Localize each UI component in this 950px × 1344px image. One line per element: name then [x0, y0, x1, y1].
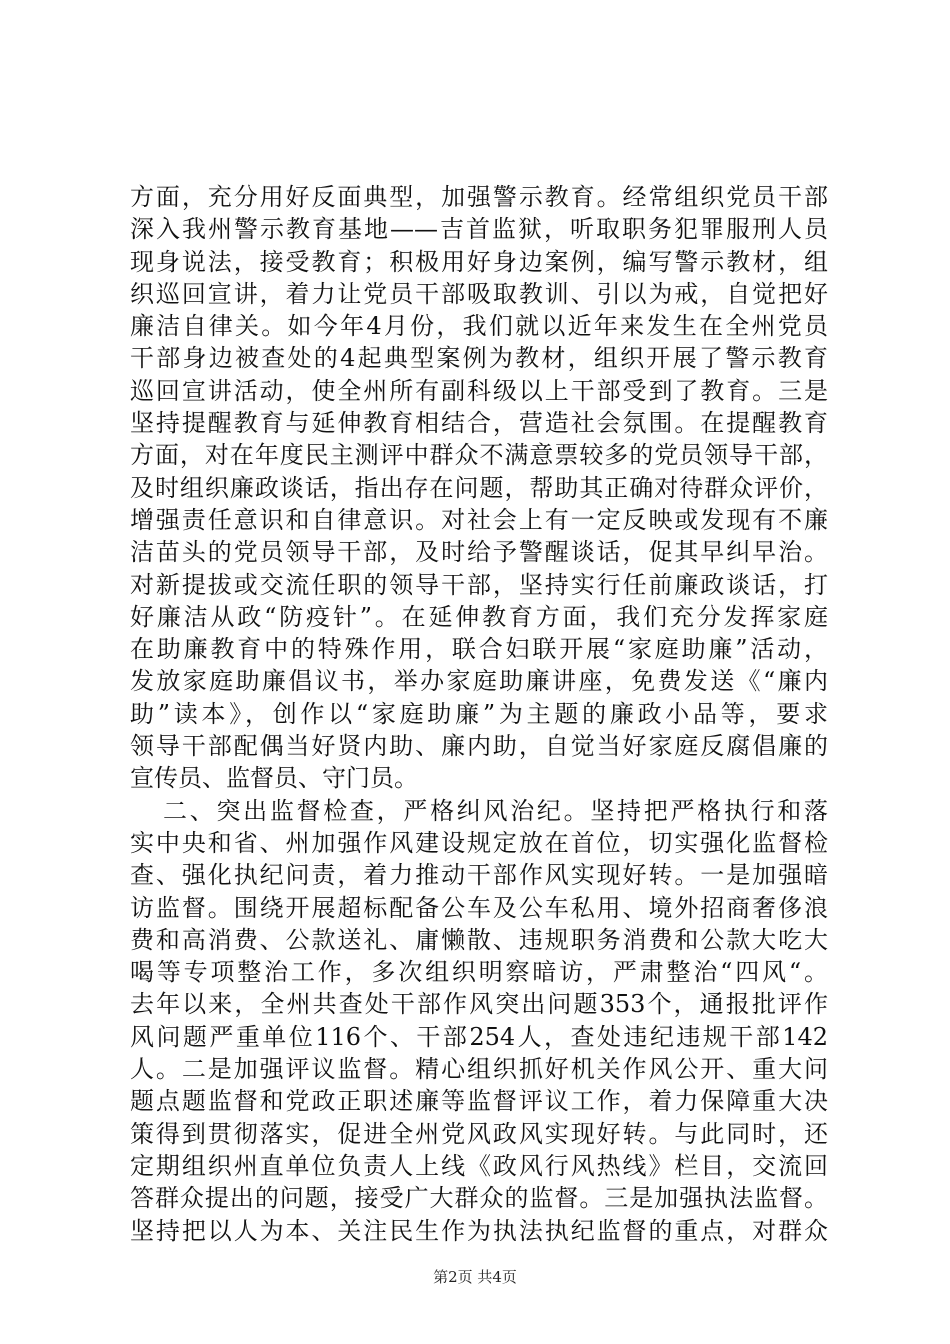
page-number: 第2页 共4页	[433, 1268, 517, 1286]
text-line: 干部身边被查处的4起典型案例为教材，组织开展了警示教育	[130, 344, 828, 373]
text-line: 宣传员、监督员、守门员。	[130, 764, 418, 793]
text-line: 发放家庭助廉倡议书，举办家庭助廉讲座，免费发送《“廉内	[130, 667, 828, 696]
text-line: 喝等专项整治工作，多次组织明察暗访，严肃整治“四风“。	[130, 958, 828, 987]
text-line: 深入我州警示教育基地——吉首监狱，听取职务犯罪服刑人员	[130, 215, 828, 244]
text-line: 人。二是加强评议监督。精心组织抓好机关作风公开、重大问	[130, 1055, 828, 1084]
text-line: 现身说法，接受教育；积极用好身边案例，编写警示教材，组	[130, 247, 828, 276]
text-line: 洁苗头的党员领导干部，及时给予警醒谈话，促其早纠早治。	[130, 538, 828, 567]
text-line: 对新提拔或交流任职的领导干部，坚持实行任前廉政谈话，打	[130, 570, 828, 599]
text-line: 查、强化执纪问责，着力推动干部作风实现好转。一是加强暗	[130, 861, 828, 890]
text-line: 答群众提出的问题，接受广大群众的监督。三是加强执法监督。	[130, 1184, 828, 1213]
text-line: 领导干部配偶当好贤内助、廉内助，自觉当好家庭反腐倡廉的	[130, 732, 828, 761]
text-line: 及时组织廉政谈话，指出存在问题，帮助其正确对待群众评价，	[130, 473, 828, 502]
text-line: 去年以来，全州共查处干部作风突出问题353个，通报批评作	[130, 990, 828, 1019]
text-line: 题点题监督和党政正职述廉等监督评议工作，着力保障重大决	[130, 1087, 828, 1116]
text-line: 增强责任意识和自律意识。对社会上有一定反映或发现有不廉	[130, 505, 828, 534]
text-line: 访监督。围绕开展超标配备公车及公车私用、境外招商奢侈浪	[130, 893, 828, 922]
text-line: 织巡回宣讲，着力让党员干部吸取教训、引以为戒，自觉把好	[130, 279, 828, 308]
page-footer	[0, 1266, 950, 1287]
text-line: 策得到贯彻落实，促进全州党风政风实现好转。与此同时，还	[130, 1119, 828, 1148]
text-line: 巡回宣讲活动，使全州所有副科级以上干部受到了教育。三是	[130, 376, 828, 405]
text-line: 实中央和省、州加强作风建设规定放在首位，切实强化监督检	[130, 828, 828, 857]
text-line: 助”读本》，创作以“家庭助廉”为主题的廉政小品等，要求	[130, 699, 828, 728]
body-text	[130, 181, 828, 1247]
text-line: 坚持提醒教育与延伸教育相结合，营造社会氛围。在提醒教育	[130, 409, 828, 438]
text-line: 好廉洁从政“防疫针”。在延伸教育方面，我们充分发挥家庭	[130, 602, 828, 631]
text-line: 定期组织州直单位负责人上线《政风行风热线》栏目，交流回	[130, 1151, 828, 1180]
section-heading-line: 二、突出监督检查，严格纠风治纪。坚持把严格执行和落	[163, 796, 828, 825]
text-line: 方面，对在年度民主测评中群众不满意票较多的党员领导干部，	[130, 441, 828, 470]
text-line: 风问题严重单位116个、干部254人，查处违纪违规干部142	[130, 1022, 828, 1051]
text-line: 费和高消费、公款送礼、庸懒散、违规职务消费和公款大吃大	[130, 925, 828, 954]
text-line: 在助廉教育中的特殊作用，联合妇联开展“家庭助廉”活动，	[130, 635, 828, 664]
text-line: 廉洁自律关。如今年4月份，我们就以近年来发生在全州党员	[130, 312, 828, 341]
text-line: 坚持把以人为本、关注民生作为执法执纪监督的重点，对群众	[130, 1216, 828, 1245]
text-line: 方面，充分用好反面典型，加强警示教育。经常组织党员干部	[130, 183, 828, 211]
